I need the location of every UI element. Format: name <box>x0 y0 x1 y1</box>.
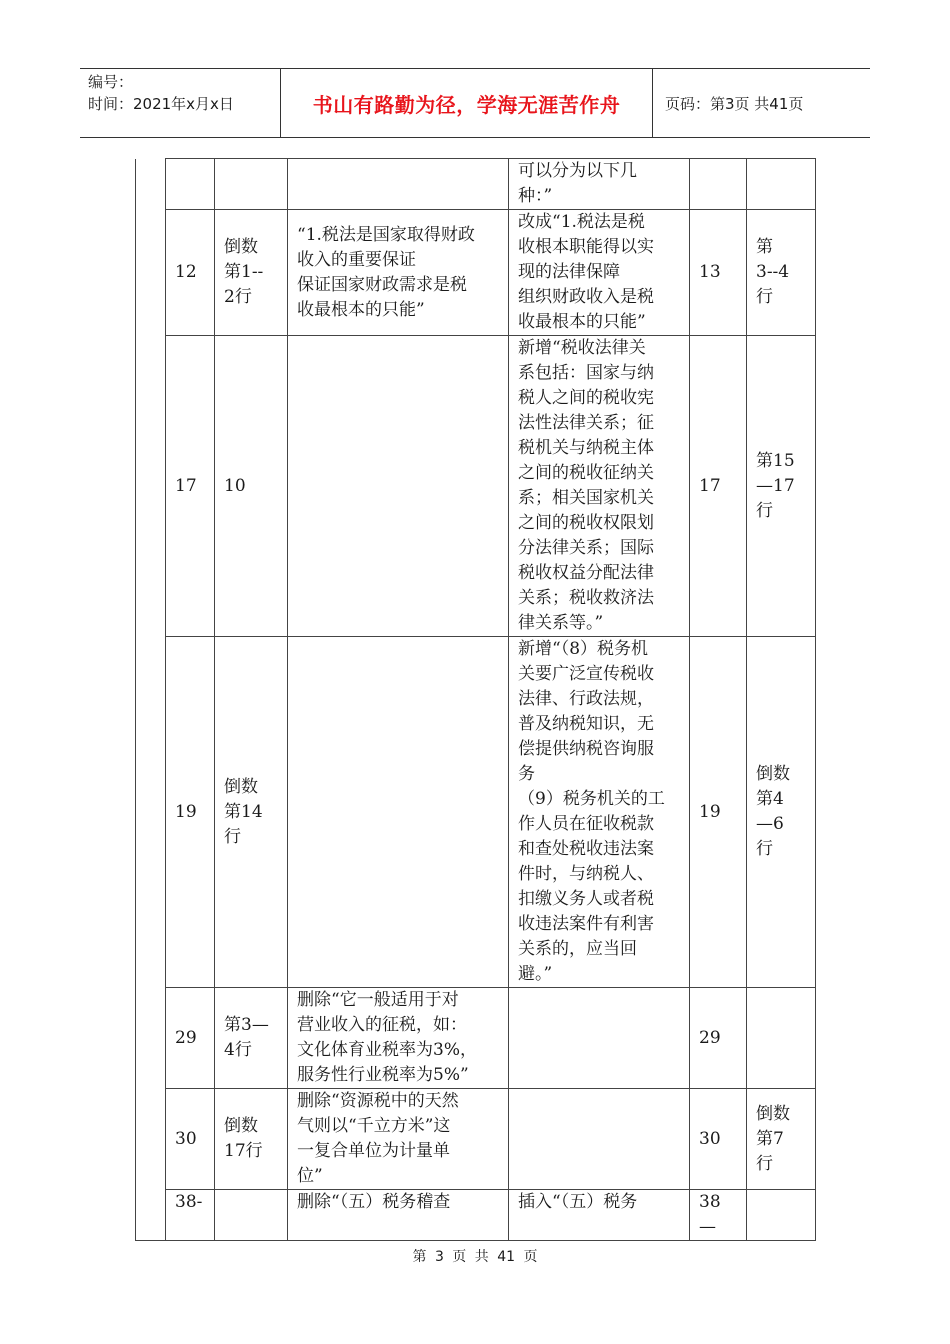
revised-page-cell <box>690 210 747 336</box>
header-meta <box>80 69 281 137</box>
table-row <box>136 1089 816 1190</box>
revised-page-cell <box>690 637 747 988</box>
text-line: 律关系等。” <box>518 613 604 633</box>
blank-margin-cell <box>136 988 166 1089</box>
cell-text-line: 行 <box>756 839 773 859</box>
text-line: 一复合单位为计量单 <box>297 1141 450 1161</box>
text-line: 偿提供纳税咨询服 <box>518 739 654 759</box>
text-line: 插入“（五）税务 <box>518 1192 638 1212</box>
original-page-cell <box>166 210 215 336</box>
text-line: 务 <box>518 764 535 784</box>
revised-page-cell <box>690 159 747 210</box>
original-text-cell <box>288 637 509 988</box>
revised-line-cell <box>747 1089 816 1190</box>
revised-line-cell <box>747 1190 816 1241</box>
revised-text-cell <box>509 159 690 210</box>
text-line: 种：” <box>518 186 553 206</box>
cell-text-line: 19 <box>699 801 721 822</box>
text-line: 系；相关国家机关 <box>518 488 654 508</box>
original-text-cell <box>288 159 509 210</box>
revision-table <box>135 158 816 1241</box>
cell-text-line: 倒数 <box>224 776 258 797</box>
revised-text-cell <box>509 1190 690 1241</box>
text-line: 关系；税收救济法 <box>518 588 654 608</box>
cell-text-line: 38- <box>175 1192 203 1212</box>
revised-page-cell <box>690 988 747 1089</box>
text-line: 之间的税收征纳关 <box>518 463 654 483</box>
cell-text-line: 13 <box>699 262 721 282</box>
original-line-cell <box>215 159 288 210</box>
cell-text-line: 30 <box>699 1128 721 1149</box>
revised-text-cell <box>509 988 690 1089</box>
original-line-cell <box>215 1089 288 1190</box>
revised-page-cell <box>690 336 747 637</box>
header-motto: 书山有路勤为径，学海无涯苦作舟 <box>281 69 653 137</box>
original-line-cell <box>215 1190 288 1241</box>
cell-text-line: 行 <box>756 1153 773 1174</box>
original-page-cell <box>166 637 215 988</box>
text-line: 之间的税收权限划 <box>518 513 654 533</box>
cell-text-line: 倒数 <box>756 764 790 784</box>
original-page-cell <box>166 1190 215 1241</box>
original-line-cell <box>215 336 288 637</box>
original-text-cell <box>288 1089 509 1190</box>
blank-margin-cell <box>136 159 166 210</box>
original-text-cell <box>288 1190 509 1241</box>
cell-text-line: 第15 <box>756 450 795 471</box>
cell-text-line: 38— <box>699 1192 721 1237</box>
text-line: 改成“1.税法是税 <box>518 212 645 232</box>
original-line-cell <box>215 637 288 988</box>
text-line: 收最根本的只能” <box>297 299 425 320</box>
text-line: 现的法律保障 <box>518 262 620 282</box>
revised-line-cell <box>747 988 816 1089</box>
text-line: 件时，与纳税人、 <box>518 864 654 884</box>
original-line-cell <box>215 988 288 1089</box>
text-line: 服务性行业税率为5%” <box>297 1065 469 1085</box>
cell-text-line: 29 <box>699 1027 721 1048</box>
text-line: 系包括：国家与纳 <box>518 363 654 383</box>
text-line: 收入的重要保证 <box>297 249 416 270</box>
cell-text-line: 3--4 <box>756 262 790 282</box>
cell-text-line: 17行 <box>224 1141 263 1161</box>
cell-text-line: —6 <box>756 814 784 834</box>
original-text-cell <box>288 336 509 637</box>
text-line: 普及纳税知识，无 <box>518 714 654 734</box>
revised-line-cell <box>747 637 816 988</box>
cell-text-line: 倒数 <box>224 237 258 257</box>
text-line: 营业收入的征税，如： <box>297 1015 467 1035</box>
cell-text-line: 倒数 <box>756 1103 790 1124</box>
table-row <box>136 988 816 1089</box>
cell-text-line: 第4 <box>756 789 784 809</box>
cell-text-line: 2行 <box>224 287 252 307</box>
text-line: 作人员在征收税款 <box>518 814 654 834</box>
cell-text-line: 第14 <box>224 801 263 822</box>
text-line: 避。” <box>518 964 553 984</box>
text-line: 可以分为以下几 <box>518 161 637 181</box>
text-line: 保证国家财政需求是税 <box>297 274 467 295</box>
text-line: （9）税务机关的工 <box>518 789 665 809</box>
text-line: “1.税法是国家取得财政 <box>297 224 475 245</box>
table-row <box>136 159 816 210</box>
table-row <box>136 210 816 336</box>
cell-text-line: 行 <box>756 287 773 307</box>
cell-text-line: 行 <box>224 826 241 847</box>
text-line: 关要广泛宣传税收 <box>518 664 654 684</box>
text-line: 收根本职能得以实 <box>518 237 654 257</box>
blank-margin-cell <box>136 1089 166 1190</box>
revised-page-cell <box>690 1089 747 1190</box>
cell-text-line: 4行 <box>224 1040 252 1060</box>
revised-line-cell <box>747 336 816 637</box>
blank-margin-cell <box>136 637 166 988</box>
revised-line-cell <box>747 210 816 336</box>
original-page-cell <box>166 336 215 637</box>
cell-text-line: 第 <box>756 237 773 257</box>
revision-table-body <box>136 159 816 1241</box>
table-row <box>136 637 816 988</box>
text-line: 法律、行政法规， <box>518 689 654 709</box>
text-line: 法性法律关系；征 <box>518 413 654 433</box>
original-page-cell <box>166 159 215 210</box>
text-line: 删除“资源税中的天然 <box>297 1091 459 1111</box>
cell-text-line: 第7 <box>756 1128 784 1149</box>
cell-text-line: 12 <box>175 262 197 282</box>
cell-text-line: 30 <box>175 1128 197 1149</box>
header-page-info: 页码：第3页 共41页 <box>665 94 804 113</box>
blank-margin-cell <box>136 1190 166 1241</box>
text-line: 气则以“千立方米”这 <box>297 1116 451 1136</box>
cell-text-line: 17 <box>699 475 721 496</box>
cell-text-line: —17 <box>756 475 795 496</box>
page-header <box>80 68 870 138</box>
text-line: 收最根本的只能” <box>518 312 646 332</box>
text-line: 新增“税收法律关 <box>518 338 646 358</box>
text-line: 删除“它一般适用于对 <box>297 990 459 1010</box>
text-line: 和查处税收违法案 <box>518 839 654 859</box>
cell-text-line: 行 <box>756 500 773 521</box>
cell-text-line: 倒数 <box>224 1116 258 1136</box>
cell-text-line: 19 <box>175 801 197 822</box>
revised-text-cell <box>509 1089 690 1190</box>
cell-text-line: 29 <box>175 1027 197 1048</box>
text-line: 位” <box>297 1166 323 1186</box>
text-line: 删除“（五）税务稽查 <box>297 1192 451 1212</box>
cell-text-line: 第1-- <box>224 262 264 282</box>
cell-text-line: 17 <box>175 475 197 496</box>
text-line: 分法律关系；国际 <box>518 538 654 558</box>
text-line: 文化体育业税率为3%， <box>297 1040 477 1060</box>
text-line: 税机关与纳税主体 <box>518 438 654 458</box>
original-text-cell <box>288 988 509 1089</box>
text-line: 扣缴义务人或者税 <box>518 889 654 909</box>
revised-text-cell <box>509 210 690 336</box>
document-number-label: 编号： <box>88 73 134 91</box>
revised-text-cell <box>509 637 690 988</box>
table-row <box>136 1190 816 1241</box>
original-text-cell <box>288 210 509 336</box>
text-line: 关系的，应当回 <box>518 939 637 959</box>
cell-text-line: 第3— <box>224 1015 269 1035</box>
table-row <box>136 336 816 637</box>
blank-margin-cell <box>136 336 166 637</box>
document-date: 时间：2021年x月x日 <box>88 95 234 113</box>
cell-text-line: 10 <box>224 475 246 496</box>
blank-margin-cell <box>136 210 166 336</box>
revised-line-cell <box>747 159 816 210</box>
text-line: 税人之间的税收宪 <box>518 388 654 408</box>
original-page-cell <box>166 988 215 1089</box>
original-page-cell <box>166 1089 215 1190</box>
page-footer: 第 3 页 共 41 页 <box>412 1249 538 1265</box>
text-line: 收违法案件有利害 <box>518 914 654 934</box>
revised-text-cell <box>509 336 690 637</box>
text-line: 组织财政收入是税 <box>518 287 654 307</box>
original-line-cell <box>215 210 288 336</box>
revised-page-cell <box>690 1190 747 1241</box>
text-line: 新增“（8）税务机 <box>518 639 649 659</box>
text-line: 税收权益分配法律 <box>518 563 654 583</box>
